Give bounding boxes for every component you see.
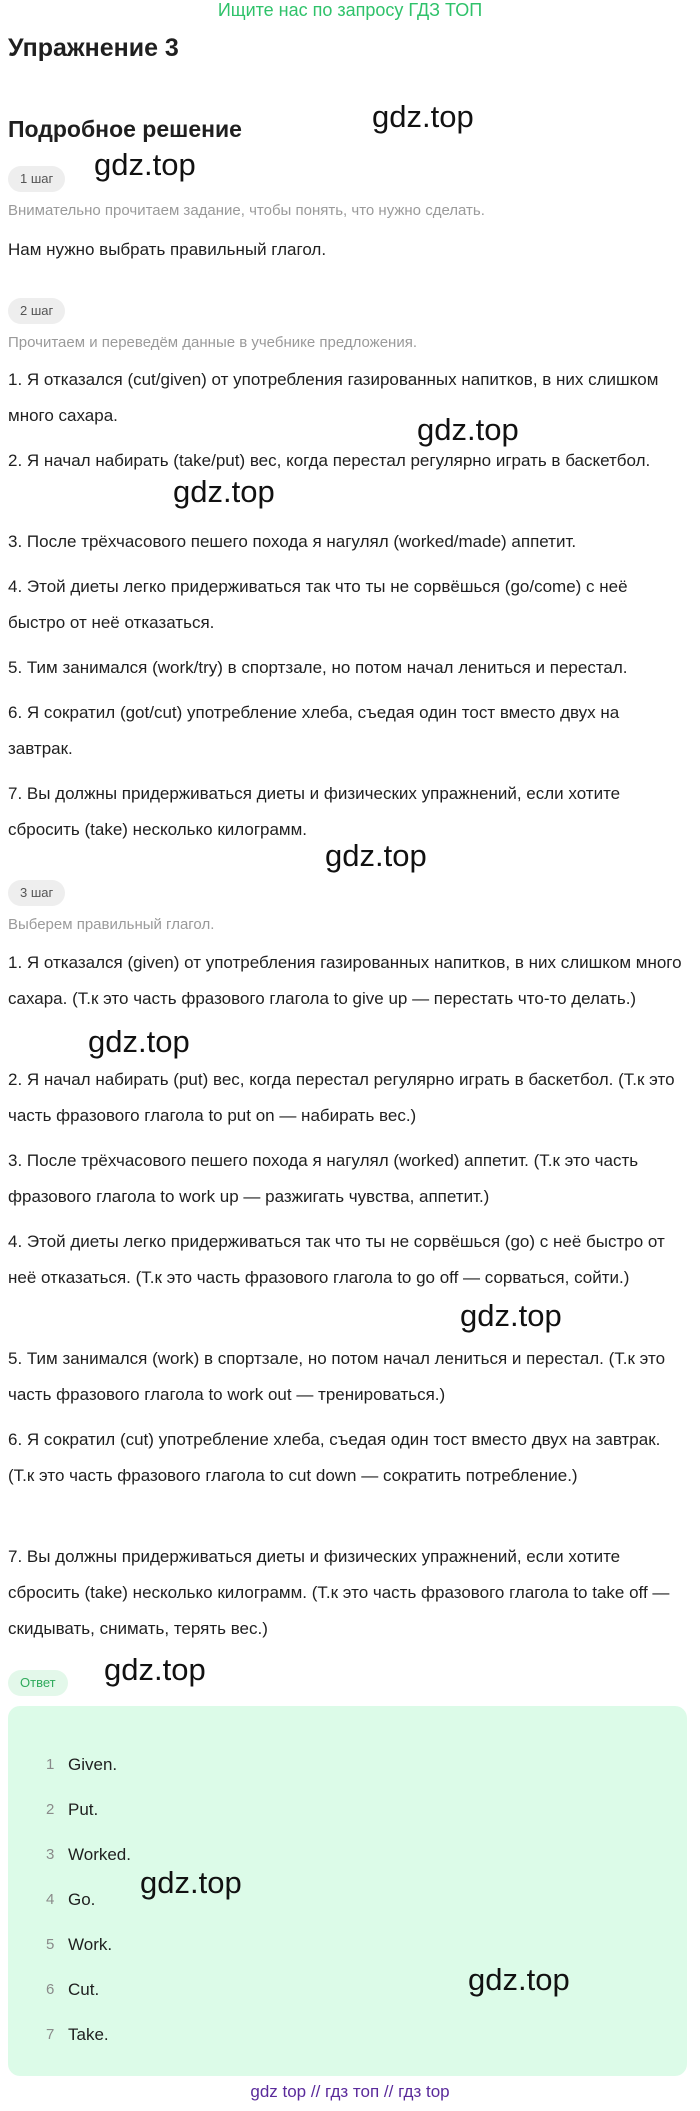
answer-item: [8, 2020, 608, 2050]
watermark: gdz.top: [468, 1962, 570, 1997]
footer-link-gdz-top-mixed[interactable]: гдз top: [398, 2082, 450, 2101]
step-1-badge: 1 шаг: [8, 166, 65, 192]
solution-title: Подробное решение: [8, 116, 242, 142]
step-3-hint: Выберем правильный глагол.: [8, 916, 215, 933]
answer-item-text: Worked.: [68, 1845, 131, 1864]
step-2-sentence-7: 7. Вы должны придерживаться диеты и физических упражнений, если хотите сбросить (take) несколько килограмм.: [8, 784, 621, 839]
answer-item-number: 3: [46, 1846, 55, 1863]
step-3-sentence-3: 3. После трёхчасового пешего похода я нагулял (worked) аппетит. (Т.к это часть фразового глагола to work up — разжигать чувства, аппетит.): [8, 1151, 639, 1206]
answer-item-text: Go.: [68, 1890, 96, 1909]
step-2-hint: Прочитаем и переведём данные в учебнике предложения.: [8, 334, 418, 351]
answer-item: [8, 1885, 608, 1915]
watermark: gdz.top: [325, 838, 427, 873]
answer-item-number: 2: [46, 1801, 55, 1818]
watermark: gdz.top: [372, 99, 474, 134]
step-2-sentence-4: 4. Этой диеты легко придерживаться так что ты не сорвёшься (go/come) с неё быстро от неё отказаться.: [8, 577, 628, 632]
step-2-sentence-1: 1. Я отказался (cut/given) от употребления газированных напитков, в них слишком много сахара.: [8, 370, 659, 425]
watermark: gdz.top: [94, 147, 196, 182]
answer-item: [8, 1840, 608, 1870]
answer-badge: Ответ: [8, 1670, 68, 1696]
answer-item-text: Given.: [68, 1755, 118, 1774]
step-2-sentence-3: 3. После трёхчасового пешего похода я нагулял (worked/made) аппетит.: [8, 532, 577, 551]
step-3-sentence-5: 5. Тим занимался (work) в спортзале, но потом начал лениться и перестал. (Т.к это часть фразового глагола to work out — тренироваться.): [8, 1349, 666, 1404]
watermark: gdz.top: [88, 1024, 190, 1059]
footer-link-gdz-top[interactable]: gdz top: [250, 2082, 307, 2101]
footer-link-gdz-top-ru[interactable]: гдз топ: [325, 2082, 380, 2101]
step-1-paragraph: Нам нужно выбрать правильный глагол.: [8, 240, 327, 259]
answer-item-text: Put.: [68, 1800, 99, 1819]
step-3-sentence-6: 6. Я сократил (cut) употребление хлеба, съедая один тост вместо двух на завтрак. (Т.к это часть фразового глагола to cut down — сократить потребление.): [8, 1430, 661, 1485]
watermark: gdz.top: [140, 1865, 242, 1900]
footer-separator: //: [383, 2082, 394, 2101]
step-2-sentence-5: 5. Тим занимался (work/try) в спортзале, но потом начал лениться и перестал.: [8, 658, 628, 677]
watermark: gdz.top: [417, 412, 519, 447]
step-2-badge: 2 шаг: [8, 298, 65, 324]
step-3-sentence-1: 1. Я отказался (given) от употребления газированных напитков, в них слишком много сахара. (Т.к это часть фразового глагола to give up — перестать что-то делать.): [8, 953, 682, 1008]
answer-item: [8, 1930, 608, 1960]
answer-item-number: 6: [46, 1981, 55, 1998]
answer-item-number: 7: [46, 2026, 55, 2043]
answer-item-number: 5: [46, 1936, 55, 1953]
exercise-title: Упражнение 3: [8, 34, 179, 62]
search-banner[interactable]: Ищите нас по запросу ГДЗ ТОП: [217, 0, 483, 20]
answer-item: [8, 1795, 608, 1825]
answer-item-text: Cut.: [68, 1980, 100, 1999]
footer-links: [0, 2082, 700, 2102]
answer-item-number: 4: [46, 1891, 55, 1908]
step-3-sentence-7: 7. Вы должны придерживаться диеты и физических упражнений, если хотите сбросить (take) несколько килограмм. (Т.к это часть фразового глагола to take off — скидывать, снимать, терять вес.): [8, 1547, 670, 1638]
step-3-sentence-4: 4. Этой диеты легко придерживаться так что ты не сорвёшься (go) с неё быстро от неё отказаться. (Т.к это часть фразового глагола to go off — сорваться, сойти.): [8, 1232, 665, 1287]
footer-separator: //: [310, 2082, 321, 2101]
step-1-hint: Внимательно прочитаем задание, чтобы понять, что нужно сделать.: [8, 202, 485, 219]
step-2-sentence-6: 6. Я сократил (got/cut) употребление хлеба, съедая один тост вместо двух на завтрак.: [8, 703, 620, 758]
step-2-sentence-2: 2. Я начал набирать (take/put) вес, когда перестал регулярно играть в баскетбол.: [8, 451, 651, 470]
answer-item-number: 1: [46, 1756, 55, 1773]
answer-item-text: Work.: [68, 1935, 113, 1954]
watermark: gdz.top: [173, 474, 275, 509]
watermark: gdz.top: [460, 1298, 562, 1333]
answer-item: [8, 1750, 608, 1780]
watermark: gdz.top: [104, 1652, 206, 1687]
answer-box: [8, 1706, 687, 2076]
step-3-badge: 3 шаг: [8, 880, 65, 906]
answer-item-text: Take.: [68, 2025, 109, 2044]
step-3-sentence-2: 2. Я начал набирать (put) вес, когда перестал регулярно играть в баскетбол. (Т.к это часть фразового глагола to put on — набирать вес.): [8, 1070, 675, 1125]
